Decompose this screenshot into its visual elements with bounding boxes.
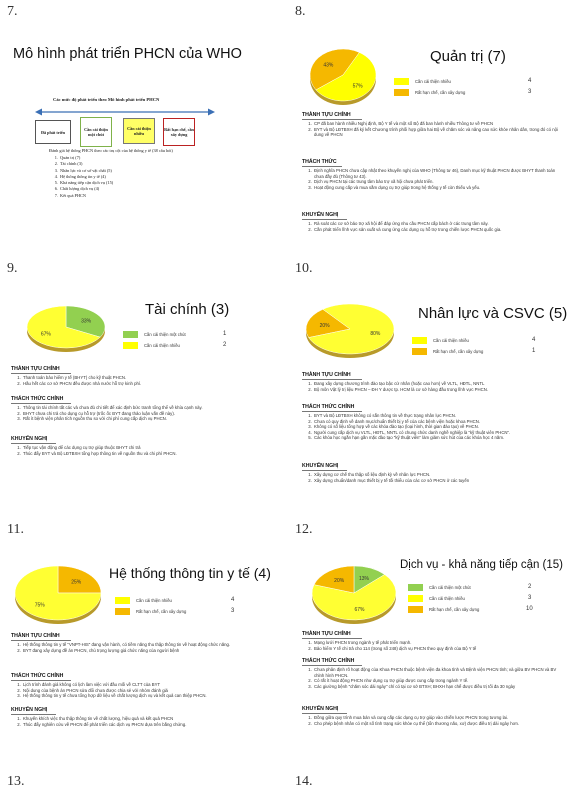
legend-label: Cần cải thiện một chút <box>144 332 186 337</box>
page-number-7: 7. <box>7 4 18 19</box>
list-item: 2. Bộ môn Vật lý trị liệu PHCN – ĐH Y dược tp. HCM là cơ sở hàng đầu trong lĩnh vực PHCN. <box>313 387 564 393</box>
legend-swatch <box>394 89 409 96</box>
achievements-section <box>11 366 273 386</box>
page-number-14: 14. <box>295 774 313 789</box>
achievements-section <box>11 633 273 653</box>
slide-title: Hệ thống thông tin y tế (4) <box>109 565 271 581</box>
list-item: 1. Hệ thống thông tin y tế "VNPT-HIS" đang vận hành, có tiềm năng thu thập thông tin về hoạt động chức năng. <box>22 642 273 648</box>
list-item: 1. Thanh toán bảo hiểm y tế (BHYT) cho kỹ thuật PHCN. <box>22 375 273 381</box>
list-item: 2. Hầu hết các cơ sở PHCN đều được nhà nước hỗ trợ kinh phí. <box>22 381 273 387</box>
pie-label: 80% <box>370 331 381 338</box>
pie-chart <box>308 46 378 108</box>
chart-legend <box>394 76 465 98</box>
legend-swatch <box>115 608 130 615</box>
page-number-11: 11. <box>7 522 24 537</box>
legend-label: Cần cải thiện nhiều <box>429 596 465 601</box>
recommendations-section <box>11 436 273 456</box>
list-item: 1. Lịch trình đánh giá không có lịch làm việc với đầu mối về CLTT của BYT <box>22 682 273 688</box>
pie-label: 67% <box>40 331 51 338</box>
slide-title: Dịch vụ - khả năng tiếp cận (15) <box>400 559 564 571</box>
pillar-items <box>49 155 249 199</box>
list-item: 2. Tài chính (3) <box>59 161 249 167</box>
achievements-section <box>302 372 564 392</box>
legend-label: Rất hạn chế, cần xây dựng <box>433 349 484 354</box>
legend-swatch <box>394 78 409 85</box>
legend-swatch <box>123 342 138 349</box>
pie-chart <box>310 563 398 627</box>
section-heading: THÁCH THỨC CHÍNH <box>11 396 71 404</box>
recommendations-section <box>11 707 273 727</box>
pie-label: 13% <box>359 576 370 583</box>
slide-title: Nhân lực và CSVC (5) <box>418 305 568 322</box>
list-item: 7. Kết quả PHCN <box>59 193 249 199</box>
legend-value: 10 <box>526 606 533 612</box>
legend-label: Rất hạn chế, cần xây dựng <box>136 609 187 614</box>
list-item: 2. Bảo hiểm Y tế chi trả cho 114 (trong số 248) dịch vụ PHCN theo quy định của Bộ Y tế <box>313 646 564 652</box>
legend-value: 4 <box>532 337 536 343</box>
legend-value: 2 <box>223 342 227 348</box>
list-item: 1. Quản trị (7) <box>59 155 249 161</box>
legend-swatch <box>115 597 130 604</box>
page-number-9: 9. <box>7 261 18 276</box>
section-heading: KHUYẾN NGHỊ <box>302 463 347 471</box>
legend-value: 3 <box>528 89 532 95</box>
legend-value: 1 <box>223 331 227 337</box>
legend-swatch <box>408 595 423 602</box>
section-heading: THÀNH TỰU CHÍNH <box>302 372 362 380</box>
slide-title: Tài chính (3) <box>145 301 230 318</box>
list-item: 3. Hoạt động cung cấp và mua sắm dụng cụ trợ giúp trong hệ thống y tế còn thiếu và yếu. <box>313 185 564 191</box>
box-improve-much: Cần cải thiện nhiều <box>123 118 155 144</box>
slide-service-access <box>296 543 568 773</box>
box-developed: Đã phát triển <box>35 120 71 144</box>
list-item: 3. Nhân lực và cơ sở vật chất (5) <box>59 168 249 174</box>
diagram-title: Các mức độ phát triển theo Mô hình phát triển PHCN <box>53 97 160 102</box>
list-item: 1. Thông tin tài chính tất các và chưa đủ chi tiết để xác định bức tranh tổng thể về khía cạnh này. <box>22 405 273 411</box>
legend-label: Cần cải thiện nhiều <box>433 338 469 343</box>
list-item: 5. Khả năng tiếp cận dịch vụ (15) <box>59 180 249 186</box>
list-item: 2. Thúc đẩy nghiên cứu về PHCN để phát triển các dịch vụ PHCN dựa trên bằng chứng. <box>22 722 273 728</box>
pie-label: 67% <box>354 606 365 613</box>
list-item: 2. BHYT chưa chi trả cho dụng cụ hỗ trợ (trốc ốc BYT đang thảo luận vấn đề này). <box>22 411 273 417</box>
pillar-list <box>49 148 249 199</box>
legend-value: 1 <box>532 348 536 354</box>
slide-governance <box>296 26 568 256</box>
slide-human-resources <box>296 283 568 513</box>
box-very-limited: Rất hạn chế, cần xây dựng <box>163 118 195 146</box>
list-item: 1. BYT và Bộ LĐTBXH không có sẵn thông tin về thực trạng nhân lực PHCN. <box>313 413 564 419</box>
page-number-13: 13. <box>7 774 25 789</box>
list-item: 4. Người cung cấp dịch vụ VLTL, HĐTL, NNTL có chung chức danh nghề nghiệp là "kỹ thuật viên PHCN". <box>313 430 564 436</box>
pie-chart <box>25 303 107 355</box>
development-arrow <box>35 107 215 117</box>
legend-value: 2 <box>528 584 532 590</box>
section-heading: KHUYẾN NGHỊ <box>302 212 347 220</box>
challenges-section <box>11 673 273 699</box>
section-heading: THÀNH TỰU CHÍNH <box>302 112 362 120</box>
list-item: 2. BYT và Bộ LĐTBXH đã ký kết Chương trình phối hợp giữa hai Bộ về chăm sóc và nâng cao sức khỏe nhân dân, trong đó có nội dung về PHCN <box>313 127 564 138</box>
section-heading: KHUYẾN NGHỊ <box>11 436 56 444</box>
list-item: 2. Cần phát triển lĩnh vực sản xuất và cung ứng các dụng cụ hỗ trợ trong chiến lược PHCN quốc gia. <box>313 227 564 233</box>
challenges-section <box>11 396 273 422</box>
list-item: 3. Các giường bệnh "chăm sóc dài ngày" chỉ có tại cơ sở BTXH; BHXH hạn chế được điều trị tối đa 30 ngày <box>313 684 564 690</box>
pie-label: 25% <box>71 579 82 586</box>
achievements-section <box>302 631 564 651</box>
legend-value: 4 <box>231 597 235 603</box>
achievements-section <box>302 112 564 138</box>
chart-legend <box>115 595 186 617</box>
legend-label: Cần cải thiện một chút <box>429 585 471 590</box>
list-item: 1. Xây dựng cơ chế thu thập số liệu định kỳ về nhân lực PHCN. <box>313 472 564 478</box>
legend-value: 4 <box>528 78 532 84</box>
list-item: 2. Có rất ít hoạt động PHCN như dụng cụ trợ giúp được cung cấp trong ngành Y tế. <box>313 678 564 684</box>
section-heading: THÀNH TỰU CHÍNH <box>11 366 71 374</box>
legend-label: Cần cải thiện nhiều <box>144 343 180 348</box>
slide-finance <box>5 283 277 513</box>
list-item: 6. Chất lượng dịch vụ (4) <box>59 186 249 192</box>
list-item: 1. Mạng lưới PHCN trong ngành y tế phát triển mạnh. <box>313 640 564 646</box>
pie-chart <box>304 301 396 361</box>
slide-title: Quản trị (7) <box>430 48 506 65</box>
section-heading: THÀNH TỰU CHÍNH <box>302 631 362 639</box>
list-item: 1. Chưa phân định rõ hoạt động của Khoa PHCN thuộc bệnh viện đa khoa tỉnh và Bệnh viện PHCN tỉnh; và giữa BV PHCN và BV chỉnh hình PHCN. <box>313 667 564 678</box>
chart-legend <box>123 329 186 351</box>
legend-swatch <box>408 584 423 591</box>
list-item: 5. Các khóa học ngắn hạn gần mặc đào tạo "kỹ thuật viên" làm giảm sức hút của các khóa học 4 năm. <box>313 435 564 441</box>
list-item: 1. Tiếp tục vận động để các dụng cụ trợ giúp thuộc BHYT chi trả <box>22 445 273 451</box>
list-item: 2. Nội dung của bệnh án PHCN sửa đổi chưa được chia sẻ với nhóm đánh giá <box>22 688 273 694</box>
slide-title: Mô hình phát triển PHCN của WHO <box>13 46 242 62</box>
recommendations-section <box>302 212 564 232</box>
list-item: 2. Thúc đẩy BYT và Bộ LĐTBXH tổng hợp thông tin về nguồn thu và chi phí PHCN. <box>22 451 273 457</box>
chart-legend <box>412 335 483 357</box>
pie-label: 20% <box>319 322 330 329</box>
list-item: 2. Chưa có quy định về danh mục/chuẩn thiết bị y tế của các bệnh viện hoặc khoa PHCN. <box>313 419 564 425</box>
list-item: 3. Hệ thống thông tin y tế chưa tổng hợp dữ liệu về chất lượng dịch vụ và kết quả can thiệp PHCN. <box>22 693 273 699</box>
list-item: 1. Định nghĩa PHCN chưa cập nhật theo khuyến nghị của WHO (Thông tư 46), Danh mục kỹ thuật PHCN được BHYT thanh toán chưa đầy đủ (Thông tư 43). <box>313 168 564 179</box>
list-item: 2. Cho phép bệnh nhân có một số tình trạng sức khỏe cụ thể (tổn thương não, xơ) được điều trị dài ngày hơn. <box>313 721 564 727</box>
pie-label: 43% <box>323 62 334 69</box>
challenges-section <box>302 404 564 441</box>
challenges-section <box>302 658 564 689</box>
list-item: 1. Đồng giữa quy trình mua bán và cung cấp các dụng cụ trợ giúp vào chiến lược PHCN trong tương lai. <box>313 715 564 721</box>
challenges-section <box>302 159 564 190</box>
section-heading: KHUYẾN NGHỊ <box>302 706 347 714</box>
legend-label: Rất hạn chế, cần xây dựng <box>429 607 480 612</box>
legend-value: 3 <box>528 595 532 601</box>
section-heading: THÁCH THỨC <box>302 159 342 167</box>
legend-label: Cần cải thiện nhiều <box>136 598 172 603</box>
section-heading: THÁCH THỨC CHÍNH <box>11 673 71 681</box>
page-number-8: 8. <box>295 4 306 19</box>
legend-swatch <box>412 348 427 355</box>
list-item: 3. Không có số liệu tổng hợp về các khóa đào tạo (loại hình, thời gian đào tạo) về PHCN. <box>313 424 564 430</box>
list-item: 3. Rất ít bệnh viện phân tích nguồn thu so với chi phí cung cấp dịch vụ PHCN. <box>22 416 273 422</box>
page-number-12: 12. <box>295 522 313 537</box>
slide-health-information <box>5 543 277 773</box>
recommendations-section <box>302 463 564 483</box>
list-item: 2. Dịch vụ PHCN tại các trung tâm bảo trợ xã hội chưa phát triển. <box>313 179 564 185</box>
recommendations-section <box>302 706 564 726</box>
pie-label: 20% <box>334 577 345 584</box>
list-item: 2. BYT đang xây dựng đề án PHCN, chú trọng lượng giá chức năng của người bệnh <box>22 648 273 654</box>
list-item: 4. Hệ thống thông tin y tế (4) <box>59 174 249 180</box>
section-heading: THÁCH THỨC CHÍNH <box>302 658 362 666</box>
legend-label: Rất hạn chế, cần xây dựng <box>415 90 466 95</box>
list-item: 1. Khuyến khích việc thu thập thông tin về chất lượng, hiệu quả và kết quả PHCN <box>22 716 273 722</box>
pie-label: 75% <box>34 602 45 609</box>
section-heading: KHUYẾN NGHỊ <box>11 707 56 715</box>
pie-label: 57% <box>352 83 363 90</box>
box-improve-little: Cần cải thiện một chút <box>80 117 112 147</box>
page-number-10: 10. <box>295 261 313 276</box>
pie-chart <box>13 563 103 627</box>
slide-who-model <box>5 26 277 256</box>
section-heading: THÀNH TỰU CHÍNH <box>11 633 71 641</box>
legend-swatch <box>123 331 138 338</box>
pie-label: 33% <box>81 318 92 325</box>
list-item: 1. Đang xây dựng chương trình đào tạo bậc cử nhân (hoặc cao hơn) về VLTL, HĐTL, NNTL <box>313 381 564 387</box>
chart-legend <box>408 582 479 615</box>
section-heading: THÁCH THỨC CHÍNH <box>302 404 362 412</box>
list-item: 2. Xây dựng chuẩn/danh mục thiết bị y tế tối thiểu của các cơ sở PHCN ở các tuyến <box>313 478 564 484</box>
list-item: 1. CP đã ban hành nhiều Nghị định, Bộ Y tế và một số Bộ đã ban hành nhiều Thông tư về PHCN <box>313 121 564 127</box>
pillar-list-title: Đánh giá hệ thống PHCN theo các trụ cột của hệ thống y tế (38 câu hỏi) <box>49 148 173 153</box>
legend-swatch <box>408 606 423 613</box>
legend-label: Cần cải thiện nhiều <box>415 79 451 84</box>
legend-swatch <box>412 337 427 344</box>
legend-value: 3 <box>231 608 235 614</box>
list-item: 1. Rà soát các cơ sở bảo trợ xã hội để đáp ứng nhu cầu PHCN cấp bách ở các trung tâm này. <box>313 221 564 227</box>
